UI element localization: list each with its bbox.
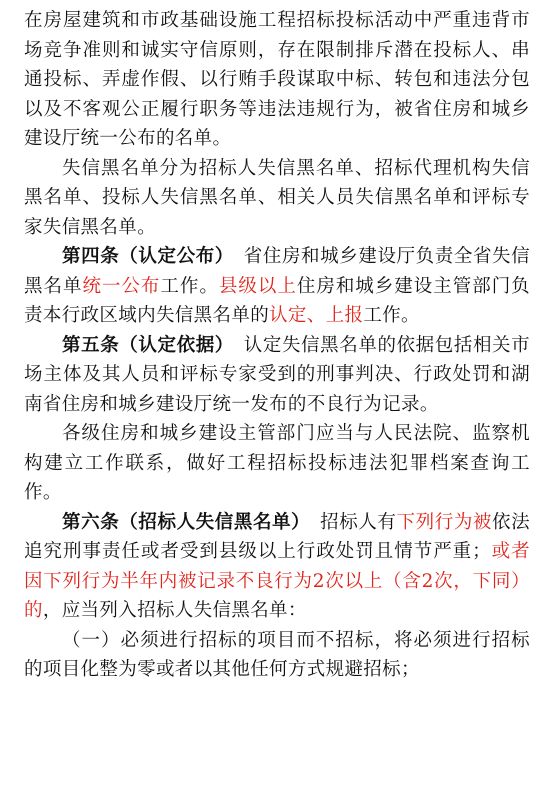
article-6-text: ，应当列入招标人失信黑名单：: [42, 600, 307, 621]
article-4-text: 工作。: [160, 275, 219, 297]
highlight-following-acts: 下列行为被: [396, 511, 493, 533]
article-4-text: 住房和城乡建设主管部门负责本行政区域内失信黑名单的: [24, 275, 531, 326]
article-5-text: 认定失信黑名单的依据包括相关市场主体及其人员和评标专家受到的刑事判决、行政处罚和湖南省住房和城乡建设厅统一发布的不良行为记录。: [24, 334, 530, 415]
paragraph-blacklist-definition: 在房屋建筑和市政基础设施工程招标投标活动中严重违背市场竞争准则和诚实守信原则，存在限制排斥潜在投标人、串通投标、弄虚作假、以行贿手段谋取中标、转包和违法分包以及不客观公正履行职务等违法违规行为，被省住房和城乡建设厅统一公布的名单。: [24, 10, 530, 149]
paragraph-article-5: [24, 331, 530, 420]
article-4-text: 省住房和城乡建设厅负责全省失信黑名单: [24, 246, 530, 297]
article-6-heading: 第六条（招标人失信黑名单）: [62, 511, 302, 533]
article-4-heading: 第四条（认定公布）: [62, 246, 225, 267]
article-6-text: 依法追究刑事责任或者受到县级以上行政处罚且情节严重；: [24, 511, 530, 562]
article-5-heading: 第五条（认定依据）: [62, 334, 225, 356]
article-4-text: 工作。: [363, 305, 420, 326]
article-6-text: 招标人有: [301, 511, 397, 533]
paragraph-item-1: （一）必须进行招标的项目而不招标，将必须进行招标的项目化整为零或者以其他任何方式规避招标；: [24, 629, 530, 680]
paragraph-cooperation: 各级住房和城乡建设主管部门应当与人民法院、监察机构建立工作联系，做好工程招标投标违法犯罪档案查询工作。: [24, 423, 530, 503]
paragraph-article-4: [24, 242, 530, 331]
paragraph-article-6: [24, 508, 530, 626]
paragraph-blacklist-categories: 失信黑名单分为招标人失信黑名单、招标代理机构失信黑名单、投标人失信黑名单、相关人员失信黑名单和评标专家失信黑名单。: [24, 157, 530, 238]
highlight-unified-publication: 统一公布: [82, 275, 161, 297]
highlight-county-level: 县级以上: [218, 275, 297, 297]
highlight-identify-report: 认定、上报: [269, 305, 364, 326]
highlight-half-year-records: 或者因下列行为半年内被记录不良行为2次以上（含2次，下同）的: [24, 541, 531, 621]
